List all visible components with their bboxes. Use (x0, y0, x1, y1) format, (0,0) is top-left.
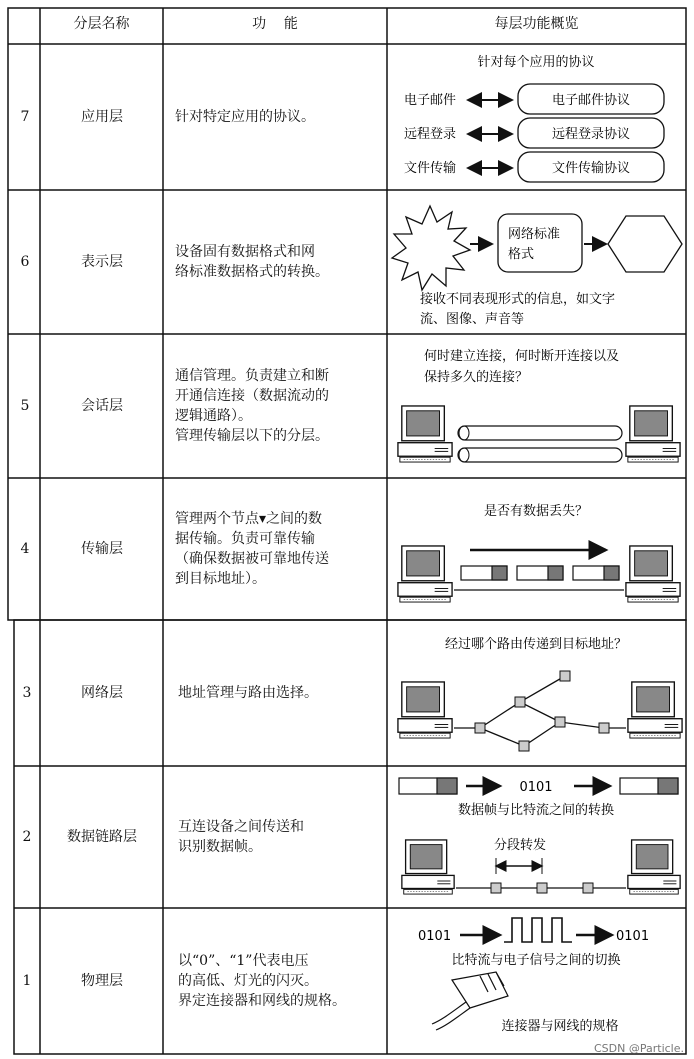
link-seg: 分段转发 (493, 838, 547, 853)
layer-number: 7 (20, 109, 30, 125)
sess-q-line1: 何时建立连接，何时断开连接以及 (424, 349, 620, 364)
phys-desc: 比特流与电子信号之间的切换 (451, 953, 621, 968)
layer-number: 6 (20, 254, 30, 270)
phys-bits-right: 0101 (616, 929, 650, 944)
physical-diagram (418, 918, 649, 1034)
link-desc: 数据帧与比特流之间的转换 (457, 803, 615, 818)
layer-name: 应用层 (81, 109, 123, 125)
pres-desc-line1: 接收不同表现形式的信息，如文字 (420, 292, 616, 307)
phys-bits-left: 0101 (418, 929, 452, 944)
hexagon-icon (608, 216, 682, 272)
header-function: 功 能 (252, 16, 298, 32)
pres-box-line1: 网络标准 (508, 227, 561, 242)
layer-name: 物理层 (81, 973, 123, 989)
layer-number: 4 (20, 541, 30, 557)
starburst-icon (392, 206, 470, 290)
app-row1-left: 电子邮件 (403, 93, 457, 108)
app-row3-right: 文件传输协议 (551, 161, 631, 176)
layer-function: 设备固有数据格式和网 络标准数据格式的转换。 (175, 244, 329, 280)
pres-box-line2: 格式 (508, 247, 535, 262)
app-row2-left: 远程登录 (403, 127, 457, 142)
app-row2-right: 远程登录协议 (551, 127, 631, 142)
layer-name: 数据链路层 (67, 829, 137, 845)
computer-icon (628, 840, 680, 894)
presentation-diagram (392, 206, 682, 327)
pres-desc-line2: 流、图像、声音等 (420, 312, 525, 327)
connector-icon (432, 972, 508, 1030)
transport-diagram (398, 503, 680, 602)
layer-function: 以“0”、“1”代表电压 的高低、灯光的闪灭。 界定连接器和网线的规格。 (178, 953, 346, 1009)
computer-icon (398, 682, 452, 738)
header-overview: 每层功能概览 (494, 16, 579, 32)
net-question: 经过哪个路由传递到目标地址？ (444, 637, 628, 652)
layer-function: 通信管理。负责建立和断 开通信连接（数据流动的 逻辑通路）。 管理传输层以下的分层。 (175, 368, 329, 444)
sess-q-line2: 保持多久的连接？ (424, 370, 529, 385)
computer-icon (398, 406, 452, 462)
computer-icon (398, 546, 452, 602)
layer-number: 3 (22, 685, 32, 701)
layer-number: 2 (22, 829, 32, 845)
layer-number: 5 (20, 398, 30, 414)
app-protocol-diagram (404, 54, 664, 182)
watermark: CSDN @Particle. (594, 1042, 684, 1055)
trans-question: 是否有数据丢失？ (483, 504, 589, 519)
layer-name: 表示层 (81, 254, 123, 270)
computer-icon (402, 840, 454, 894)
layer-function: 管理两个节点▾之间的数 据传输。负责可靠传输 （确保数据被可靠地传送 到目标地址）。 (175, 511, 329, 587)
app-row1-right: 电子邮件协议 (551, 93, 631, 108)
computer-icon (628, 682, 682, 738)
layer-name: 会话层 (81, 398, 123, 414)
layer-function: 互连设备之间传送和 识别数据帧。 (178, 819, 304, 855)
layer-name: 传输层 (81, 541, 123, 557)
phys-conn: 连接器与网线的规格 (501, 1019, 619, 1034)
computer-icon (626, 406, 680, 462)
layer-number: 1 (22, 973, 32, 989)
layer-function: 地址管理与路由选择。 (178, 685, 318, 701)
session-diagram (398, 348, 680, 462)
datalink-diagram (399, 778, 680, 894)
computer-icon (626, 546, 680, 602)
app-row3-left: 文件传输 (403, 161, 457, 176)
network-diagram (398, 636, 682, 751)
link-bits: 0101 (519, 780, 553, 795)
app-title: 针对每个应用的协议 (477, 55, 595, 70)
layer-name: 网络层 (81, 685, 123, 701)
layer-function: 针对特定应用的协议。 (175, 109, 315, 125)
header-name: 分层名称 (73, 16, 130, 32)
